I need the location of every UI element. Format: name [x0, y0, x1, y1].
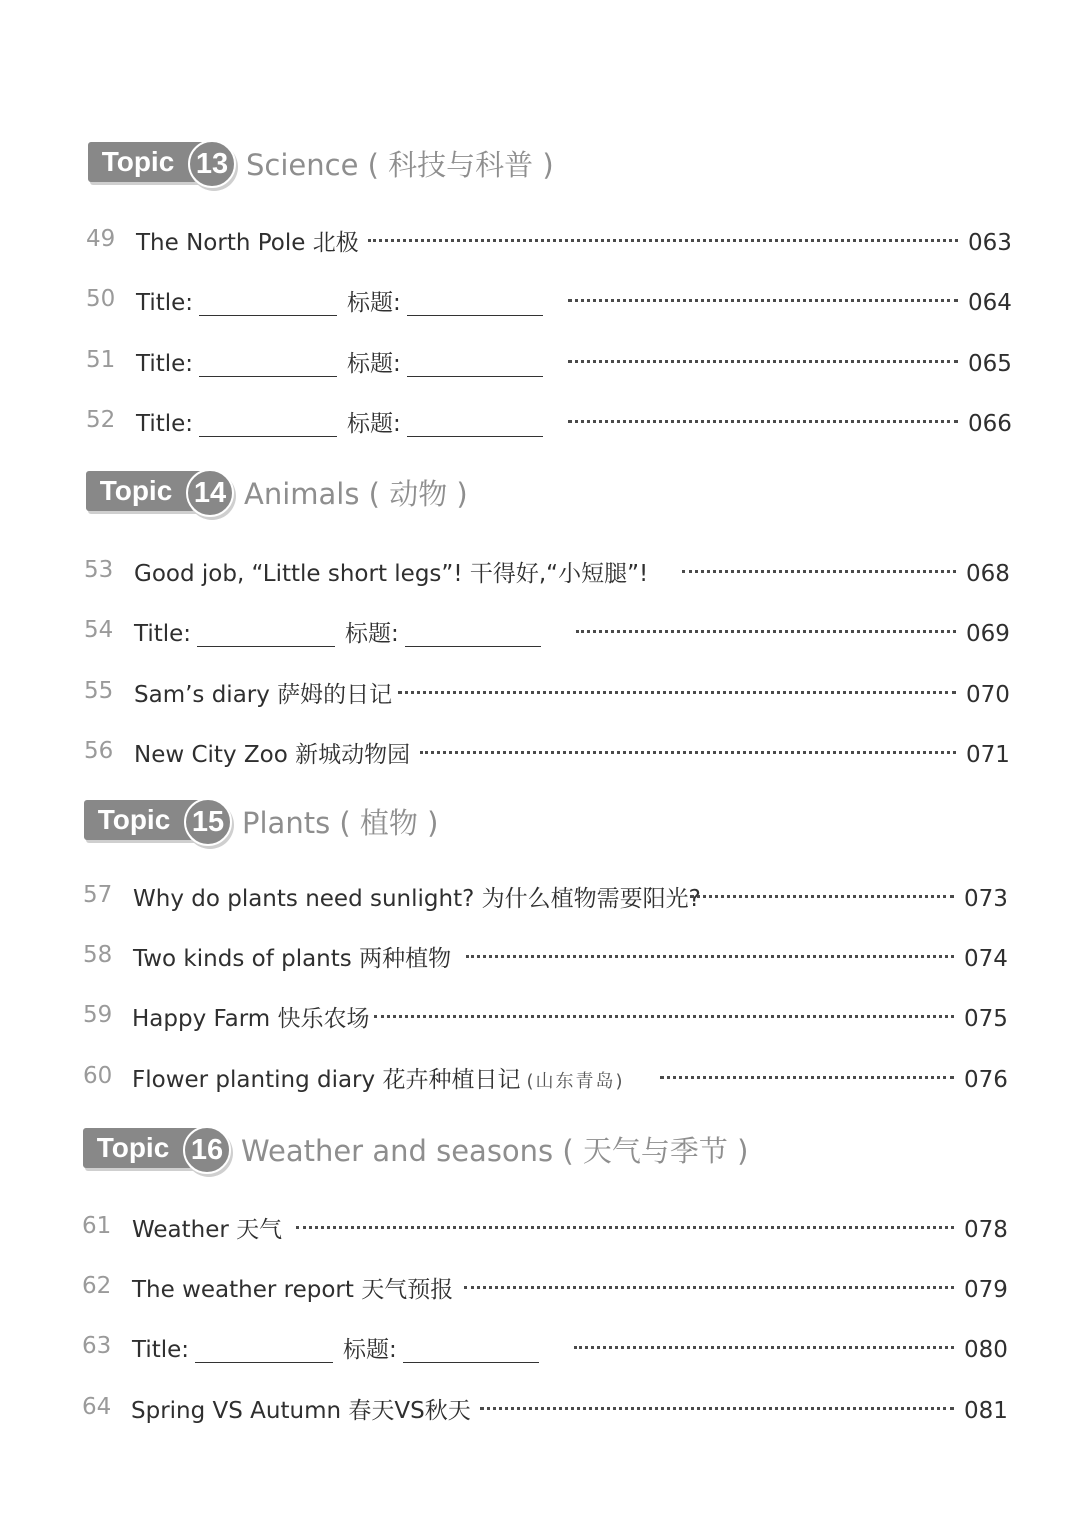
title-blank-en[interactable]: [199, 435, 337, 437]
entry-title: New City Zoo 新城动物园: [134, 742, 411, 768]
entry-title: Weather 天气: [132, 1217, 283, 1243]
toc-entry[interactable]: [0, 611, 1080, 651]
entry-number: 57: [83, 882, 113, 908]
dot-leader: [420, 751, 956, 754]
dot-leader: [368, 239, 958, 242]
entry-title-blank: [132, 1331, 545, 1364]
entry-page: 079: [964, 1277, 1008, 1303]
entry-page: 071: [966, 742, 1010, 768]
topic-header-13: [88, 139, 554, 187]
entry-number: 55: [84, 678, 114, 704]
toc-entry[interactable]: [0, 732, 1080, 772]
entry-page: 066: [968, 411, 1012, 437]
entry-title-blank: [136, 284, 549, 317]
entry-number: 50: [86, 286, 116, 312]
toc-entry[interactable]: [0, 996, 1080, 1036]
entry-page: 069: [966, 621, 1010, 647]
entry-number: 63: [82, 1333, 112, 1359]
topic-title: Animals ( 动物 ): [244, 476, 468, 511]
entry-page: 063: [968, 230, 1012, 256]
title-label-cn: 标题:: [347, 351, 401, 377]
entry-number: 62: [82, 1273, 112, 1299]
entry-title: The weather report 天气预报: [132, 1277, 454, 1303]
dot-leader: [466, 955, 954, 958]
topic-word: Topic: [96, 1132, 170, 1163]
title-blank-cn[interactable]: [405, 645, 541, 647]
entry-title: [132, 1061, 625, 1094]
entry-number: 56: [84, 738, 114, 764]
topic-badge: [88, 139, 234, 187]
toc-entry[interactable]: [0, 401, 1080, 441]
entry-number: 58: [83, 942, 113, 968]
dot-leader: [464, 1286, 954, 1289]
topic-header-14: [86, 468, 468, 516]
title-label-en: Title:: [136, 351, 194, 377]
toc-entry[interactable]: [0, 876, 1080, 916]
entry-title: Spring VS Autumn 春天VS秋天: [131, 1398, 471, 1424]
entry-page: 081: [964, 1398, 1008, 1424]
entry-number: 53: [84, 557, 114, 583]
entry-page: 064: [968, 290, 1012, 316]
entry-page: 074: [964, 946, 1008, 972]
dot-leader: [296, 1226, 954, 1229]
entry-title-blank: [134, 615, 547, 648]
toc-entry[interactable]: [0, 1267, 1080, 1307]
title-blank-en[interactable]: [199, 314, 337, 316]
entry-title-location: (山东青岛): [526, 1071, 625, 1092]
entry-number: 54: [84, 617, 114, 643]
toc-entry[interactable]: [0, 672, 1080, 712]
dot-leader: [576, 630, 956, 633]
dot-leader: [574, 1346, 954, 1349]
topic-header-16: [83, 1125, 748, 1173]
dot-leader: [374, 1015, 954, 1018]
title-label-cn: 标题:: [345, 621, 399, 647]
entry-title: Sam’s diary 萨姆的日记: [134, 682, 393, 708]
entry-number: 61: [82, 1213, 112, 1239]
dot-leader: [568, 360, 958, 363]
topic-title: Weather and seasons ( 天气与季节 ): [241, 1133, 749, 1168]
dot-leader: [480, 1407, 954, 1410]
entry-number: 51: [86, 347, 116, 373]
title-blank-cn[interactable]: [403, 1361, 539, 1363]
title-blank-cn[interactable]: [407, 375, 543, 377]
entry-page: 068: [966, 561, 1010, 587]
title-blank-cn[interactable]: [407, 314, 543, 316]
title-label-en: Title:: [134, 621, 192, 647]
title-label-cn: 标题:: [347, 411, 401, 437]
topic-number: 15: [184, 798, 232, 846]
toc-entry[interactable]: [0, 1207, 1080, 1247]
topic-title: Science ( 科技与科普 ): [246, 147, 554, 182]
title-label-en: Title:: [132, 1337, 190, 1363]
dot-leader: [568, 420, 958, 423]
entry-title-blank: [136, 345, 549, 378]
toc-entry[interactable]: [0, 551, 1080, 591]
title-label-en: Title:: [136, 290, 194, 316]
topic-badge: [84, 797, 230, 845]
topic-word: Topic: [97, 804, 171, 835]
dot-leader: [398, 691, 956, 694]
topic-number: 16: [183, 1126, 231, 1174]
dot-leader: [690, 895, 954, 898]
entry-number: 60: [83, 1063, 113, 1089]
dot-leader: [682, 570, 956, 573]
toc-entry[interactable]: [0, 1327, 1080, 1367]
entry-page: 070: [966, 682, 1010, 708]
toc-entry[interactable]: [0, 280, 1080, 320]
topic-header-15: [84, 797, 438, 845]
entry-page: 065: [968, 351, 1012, 377]
entry-page: 075: [964, 1006, 1008, 1032]
entry-number: 59: [83, 1002, 113, 1028]
entry-page: 076: [964, 1067, 1008, 1093]
title-blank-en[interactable]: [197, 645, 335, 647]
entry-title: Two kinds of plants 两种植物: [133, 946, 452, 972]
entry-number: 52: [86, 407, 116, 433]
topic-badge: [86, 468, 232, 516]
title-blank-en[interactable]: [195, 1361, 333, 1363]
entry-title-blank: [136, 405, 549, 438]
topic-word: Topic: [101, 146, 175, 177]
toc-entry[interactable]: [0, 341, 1080, 381]
toc-entry[interactable]: [0, 1388, 1080, 1428]
title-blank-cn[interactable]: [407, 435, 543, 437]
entry-title: Good job, “Little short legs”! 干得好,“小短腿”!: [134, 561, 649, 587]
topic-word: Topic: [99, 475, 173, 506]
topic-number: 13: [188, 140, 236, 188]
entry-page: 073: [964, 886, 1008, 912]
entry-number: 49: [86, 226, 116, 252]
title-label-cn: 标题:: [343, 1337, 397, 1363]
topic-title: Plants ( 植物 ): [242, 805, 439, 840]
title-label-cn: 标题:: [347, 290, 401, 316]
title-blank-en[interactable]: [199, 375, 337, 377]
dot-leader: [660, 1076, 954, 1079]
entry-page: 078: [964, 1217, 1008, 1243]
dot-leader: [568, 299, 958, 302]
title-label-en: Title:: [136, 411, 194, 437]
entry-page: 080: [964, 1337, 1008, 1363]
entry-title: The North Pole 北极: [136, 230, 359, 256]
entry-title: Happy Farm 快乐农场: [132, 1006, 370, 1032]
toc-entry[interactable]: [0, 936, 1080, 976]
topic-badge: [83, 1125, 229, 1173]
toc-entry[interactable]: [0, 220, 1080, 260]
topic-number: 14: [186, 469, 234, 517]
entry-title: Why do plants need sunlight? 为什么植物需要阳光?: [133, 886, 701, 912]
entry-number: 64: [82, 1394, 112, 1420]
toc-entry[interactable]: [0, 1057, 1080, 1097]
entry-title-main: Flower planting diary 花卉种植日记: [132, 1067, 521, 1093]
